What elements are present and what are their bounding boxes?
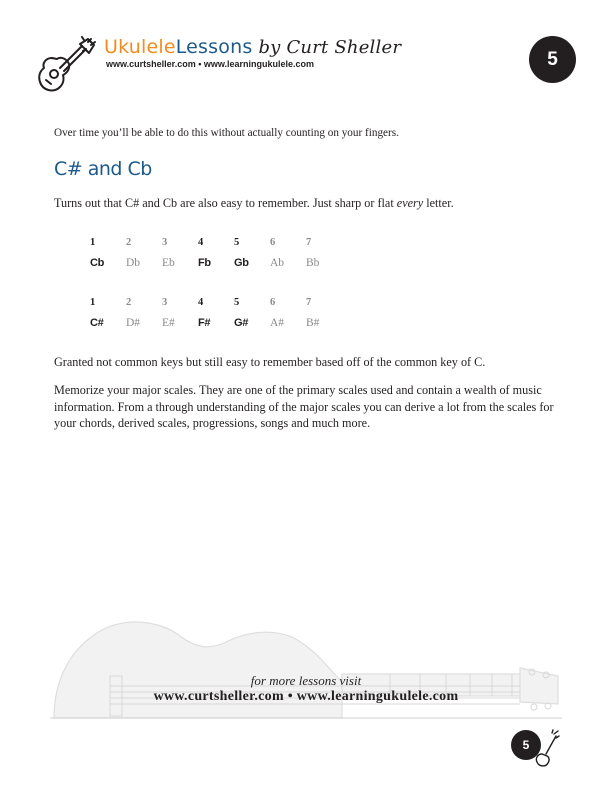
page-number-badge: 5 (529, 36, 576, 83)
degree-6: 6 (270, 237, 276, 248)
note-f-sharp: F# (198, 317, 211, 329)
note-e-sharp: E# (162, 317, 175, 329)
lead-emphasis: every (396, 196, 424, 210)
ukulele-watermark-icon (50, 620, 562, 720)
small-ukulele-icon (532, 728, 560, 768)
degree-6: 6 (270, 297, 276, 308)
degree-5: 5 (234, 237, 240, 248)
note-eb: Eb (162, 257, 175, 269)
degree-1: 1 (90, 297, 96, 308)
header-sites: www.curtsheller.com • www.learningukulele.com (106, 59, 315, 69)
note-gb: Gb (234, 257, 249, 269)
note-cb: Cb (90, 257, 105, 269)
footer-page-badge: 5 (511, 730, 541, 760)
lead-after: letter. (423, 196, 454, 210)
note-db: Db (126, 257, 141, 269)
degree-2: 2 (126, 237, 132, 248)
degree-3: 3 (162, 237, 168, 248)
note-bb: Bb (306, 257, 320, 269)
ukulele-logo-icon (36, 36, 98, 96)
note-d-sharp: D# (126, 317, 141, 329)
degree-4: 4 (198, 297, 204, 308)
degree-1: 1 (90, 237, 96, 248)
degree-7: 7 (306, 237, 312, 248)
degree-2: 2 (126, 297, 132, 308)
note-b-sharp: B# (306, 317, 320, 329)
degree-7: 7 (306, 297, 312, 308)
brand-author: by Curt Sheller (258, 37, 402, 58)
footer-sites: www.curtsheller.com • www.learningukulele.com (153, 689, 459, 704)
note-a-sharp: A# (270, 317, 285, 329)
lead-before: Turns out that C# and Cb are also easy to remember. Just sharp or flat (54, 196, 397, 210)
note-fb: Fb (198, 257, 211, 269)
section-heading: C# and Cb (54, 158, 152, 180)
degree-4: 4 (198, 237, 204, 248)
intro-text: Over time you’ll be able to do this without actually counting on your fingers. (54, 127, 399, 139)
brand-lessons: Lessons (175, 36, 253, 58)
note-g-sharp: G# (234, 317, 249, 329)
paragraph-major-scales: Memorize your major scales. They are one of the primary scales used and contain a wealth of music information. From a through understanding of the major scales you can derive a lot from the scales for your chords, derived scales, progressions, songs and much more. (54, 383, 554, 430)
brand-ukulele: Ukulele (104, 36, 176, 58)
note-c-sharp: C# (90, 317, 104, 329)
paragraph-common-keys: Granted not common keys but still easy to remember based off of the common key of C. (54, 355, 486, 369)
brand-title (104, 36, 401, 58)
degree-5: 5 (234, 297, 240, 308)
degree-3: 3 (162, 297, 168, 308)
note-ab: Ab (270, 257, 285, 269)
footer-visit-text: for more lessons visit (250, 673, 362, 688)
section-lead (54, 195, 559, 212)
